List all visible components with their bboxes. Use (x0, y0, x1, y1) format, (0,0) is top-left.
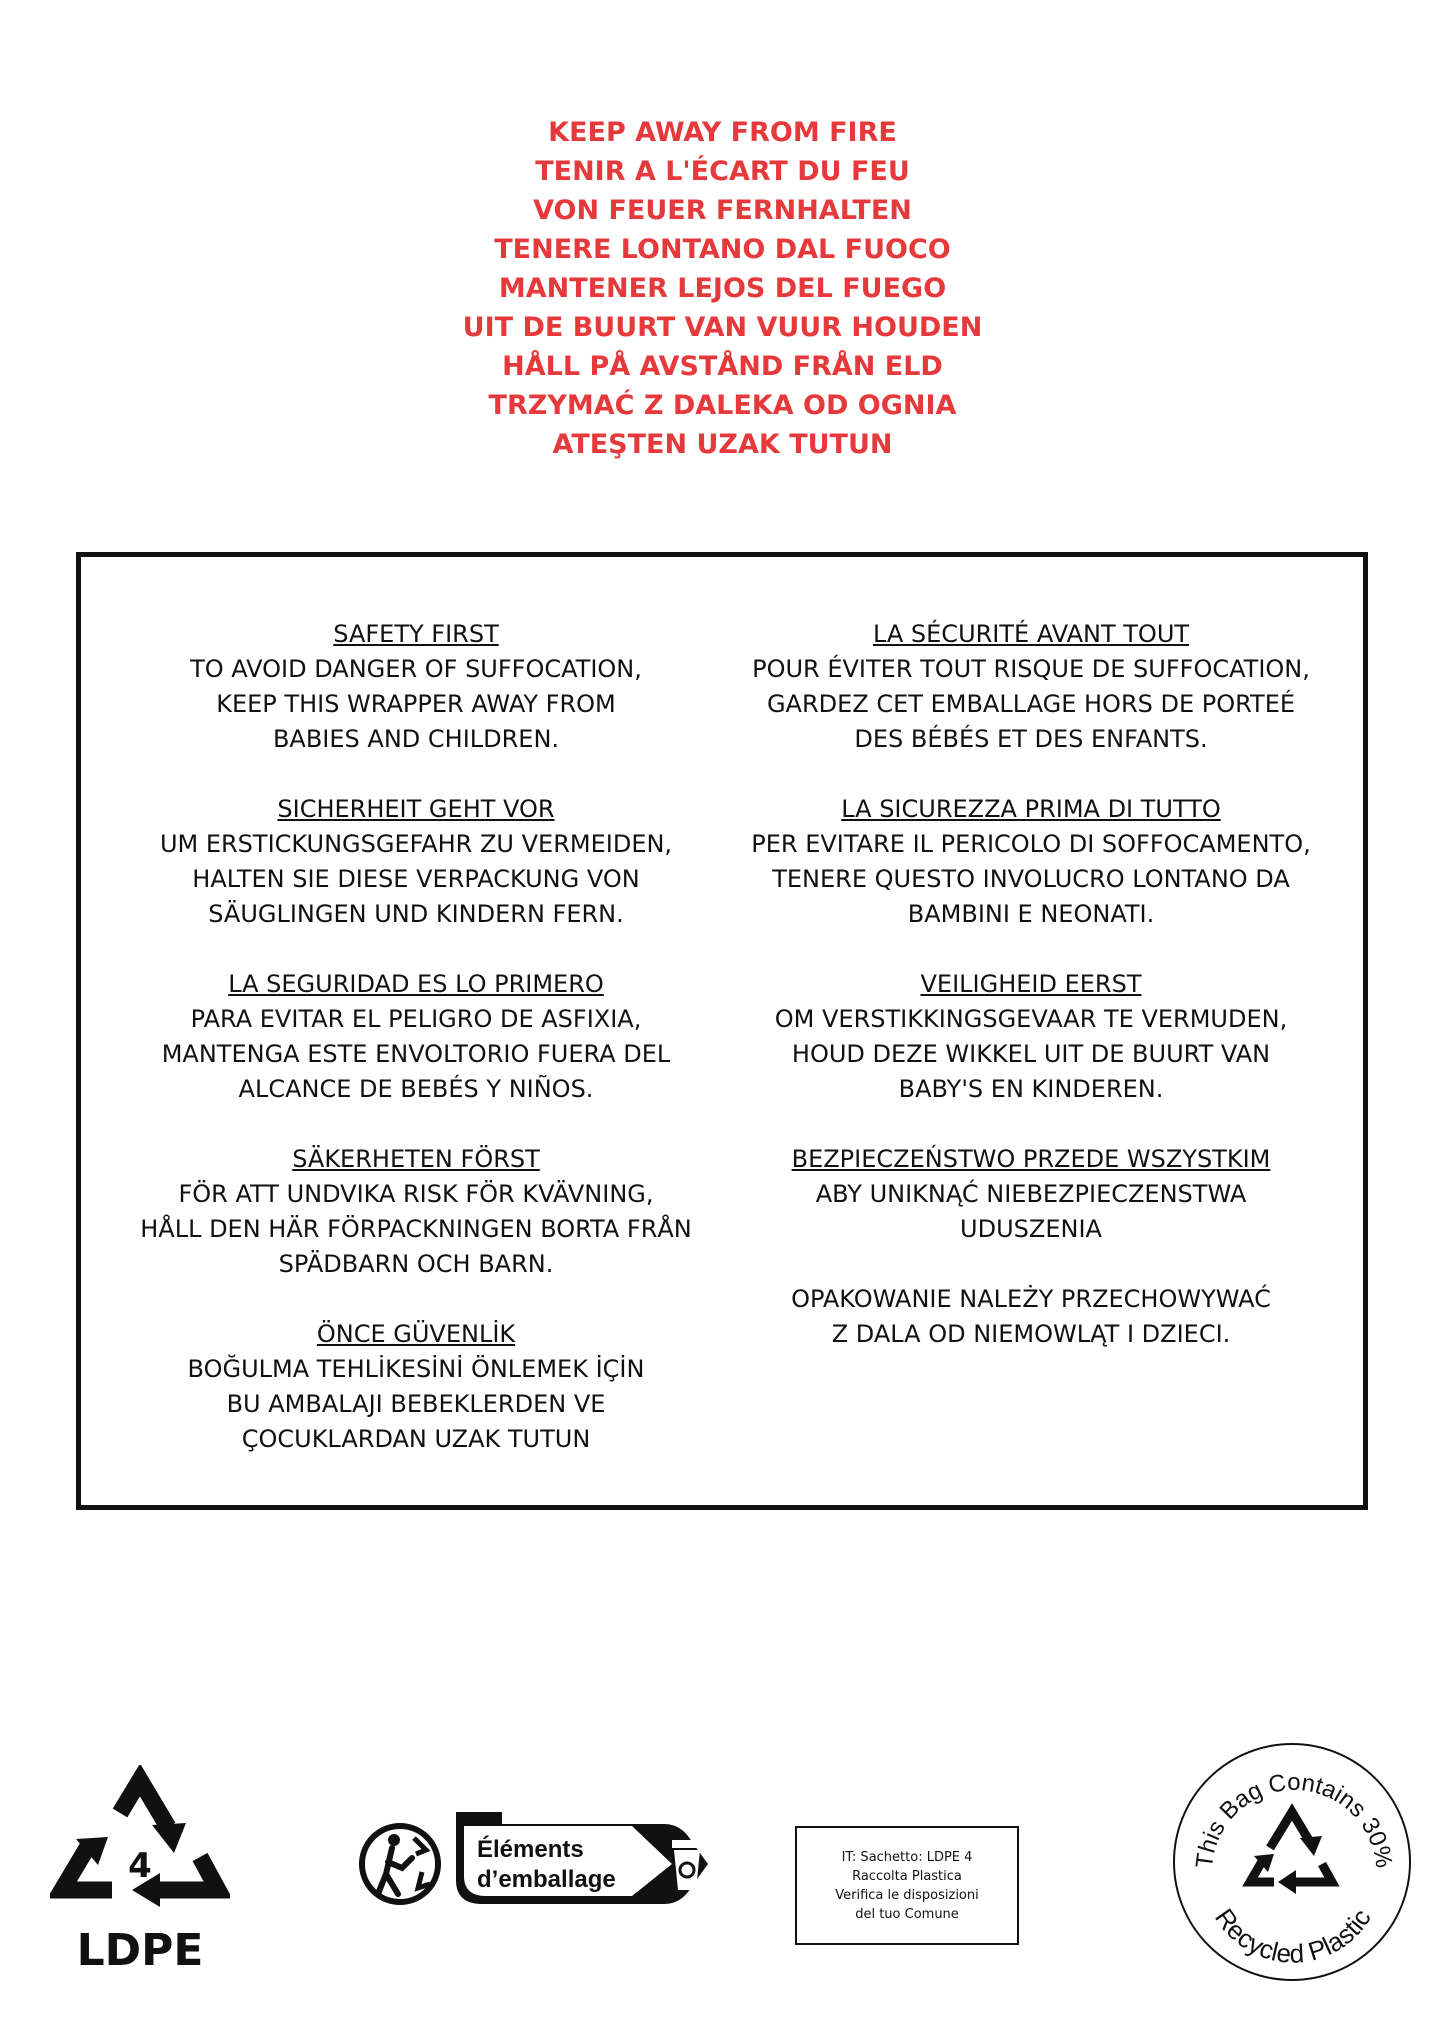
safety-block-line: SÄUGLINGEN UND KINDERN FERN. (208, 900, 624, 928)
fire-warning-line: ATEŞTEN UZAK TUTUN (552, 429, 893, 460)
safety-block-line: PARA EVITAR EL PELIGRO DE ASFIXIA, (190, 1005, 642, 1033)
safety-block-line: PER EVITARE IL PERICOLO DI SOFFOCAMENTO, (751, 830, 1311, 858)
safety-column-right (731, 617, 1331, 1387)
safety-block-line: UDUSZENIA (960, 1215, 1102, 1243)
safety-block-line: OPAKOWANIE NALEŻY PRZECHOWYWAĆ (791, 1285, 1271, 1313)
svg-text:Recycled Plastic (1209, 1903, 1377, 1969)
safety-block (731, 1142, 1331, 1247)
emballage-text-line2: d’emballage (477, 1866, 616, 1893)
safety-block-line: BABY'S EN KINDEREN. (898, 1075, 1164, 1103)
safety-block-line: SPÄDBARN OCH BARN. (278, 1250, 554, 1278)
safety-block-line: TENERE QUESTO INVOLUCRO LONTANO DA (772, 865, 1290, 893)
safety-block-title: ÖNCE GÜVENLİK (316, 1320, 516, 1348)
safety-block (116, 1317, 716, 1457)
safety-block-line: GARDEZ CET EMBALLAGE HORS DE PORTEÉ (766, 690, 1296, 718)
safety-block-title: SICHERHEIT GEHT VOR (277, 795, 555, 823)
safety-block-title: LA SEGURIDAD ES LO PRIMERO (228, 970, 604, 998)
safety-block (116, 792, 716, 932)
safety-block-title: LA SICUREZZA PRIMA DI TUTTO (841, 795, 1221, 823)
safety-block-title: BEZPIECZEŃSTWO PRZEDE WSZYSTKIM (791, 1145, 1271, 1173)
safety-block-line: ALCANCE DE BEBÉS Y NIÑOS. (238, 1075, 594, 1103)
safety-block-title: VEILIGHEID EERST (920, 970, 1142, 998)
ldpe-recycle-symbol (50, 1765, 230, 1975)
safety-block-line: POUR ÉVITER TOUT RISQUE DE SUFFOCATION, (752, 655, 1310, 683)
fire-warning-line: TENERE LONTANO DAL FUOCO (494, 234, 951, 265)
safety-block (731, 617, 1331, 757)
fire-warning-line: TENIR A L'ÉCART DU FEU (535, 156, 910, 187)
ldpe-label: LDPE (76, 1925, 204, 1976)
safety-block-title: SAFETY FIRST (333, 620, 499, 648)
safety-block-title: LA SÉCURITÉ AVANT TOUT (872, 620, 1190, 648)
fire-warning-list (0, 113, 1445, 464)
safety-block-line: HALTEN SIE DIESE VERPACKUNG VON (192, 865, 640, 893)
fire-warning-line: KEEP AWAY FROM FIRE (548, 117, 897, 148)
safety-block-line: HÅLL DEN HÄR FÖRPACKNINGEN BORTA FRÅN (140, 1215, 692, 1243)
recycle-arrows-icon (1250, 1812, 1332, 1882)
triman-icon (362, 1826, 438, 1902)
fire-warning-line: UIT DE BUURT VAN VUUR HOUDEN (462, 312, 983, 343)
badge-bottom-text: Recycled Plastic (1209, 1902, 1377, 1969)
safety-block-line: OM VERSTIKKINGSGEVAAR TE VERMUDEN, (774, 1005, 1288, 1033)
it-label-line: del tuo Comune (855, 1907, 959, 1922)
safety-block (116, 967, 716, 1107)
fire-warning-line: VON FEUER FERNHALTEN (533, 195, 912, 226)
safety-block-title: SÄKERHETEN FÖRST (292, 1145, 540, 1173)
safety-block-line: HOUD DEZE WIKKEL UIT DE BUURT VAN (791, 1040, 1271, 1068)
safety-block (731, 967, 1331, 1107)
safety-warning-box (76, 552, 1368, 1510)
safety-block (731, 1282, 1331, 1352)
safety-block-line: UM ERSTICKUNGSGEFAHR ZU VERMEIDEN, (159, 830, 673, 858)
safety-block (116, 1142, 716, 1282)
it-disposal-label (795, 1826, 1019, 1945)
safety-block-line: BAMBINI E NEONATI. (907, 900, 1155, 928)
it-label-line: Raccolta Plastica (852, 1869, 962, 1884)
safety-block-line: BU AMBALAJI BEBEKLERDEN VE (226, 1390, 606, 1418)
emballage-text-line1: Éléments (477, 1836, 584, 1863)
it-label-line: Verifica le disposizioni (835, 1888, 979, 1903)
badge-top-text: This Bag Contains 30% (1190, 1768, 1398, 1870)
safety-block-line: TO AVOID DANGER OF SUFFOCATION, (190, 655, 642, 683)
recycle-triangle-icon (50, 1765, 230, 1930)
safety-block-line: DES BÉBÉS ET DES ENFANTS. (854, 725, 1208, 753)
fire-warning-line: MANTENER LEJOS DEL FUEGO (498, 273, 947, 304)
safety-block-line: MANTENGA ESTE ENVOLTORIO FUERA DEL (161, 1040, 671, 1068)
safety-block-line: KEEP THIS WRAPPER AWAY FROM (216, 690, 616, 718)
triman-emballage-logo (352, 1802, 737, 1932)
fire-warning-line: TRZYMAĆ Z DALEKA OD OGNIA (488, 390, 957, 421)
safety-block-line: Z DALA OD NIEMOWLĄT I DZIECI. (831, 1320, 1231, 1348)
safety-block (116, 617, 716, 757)
safety-block-line: FÖR ATT UNDVIKA RISK FÖR KVÄVNING, (178, 1180, 654, 1208)
safety-block-line: ÇOCUKLARDAN UZAK TUTUN (241, 1425, 591, 1453)
safety-block-line: BABIES AND CHILDREN. (272, 725, 560, 753)
safety-block (731, 792, 1331, 932)
ldpe-number: 4 (128, 1846, 152, 1886)
fire-warning-line: HÅLL PÅ AVSTÅND FRÅN ELD (502, 351, 943, 382)
recycling-logos (0, 1740, 1445, 1980)
safety-block-line: ABY UNIKNĄĆ NIEBEZPIECZENSTWA (815, 1180, 1247, 1208)
safety-block-line: BOĞULMA TEHLİKESİNİ ÖNLEMEK İÇİN (187, 1355, 645, 1383)
recycled-plastic-badge (1170, 1740, 1415, 1985)
safety-column-left (116, 617, 716, 1492)
it-label-line: IT: Sachetto: LDPE 4 (841, 1850, 973, 1865)
